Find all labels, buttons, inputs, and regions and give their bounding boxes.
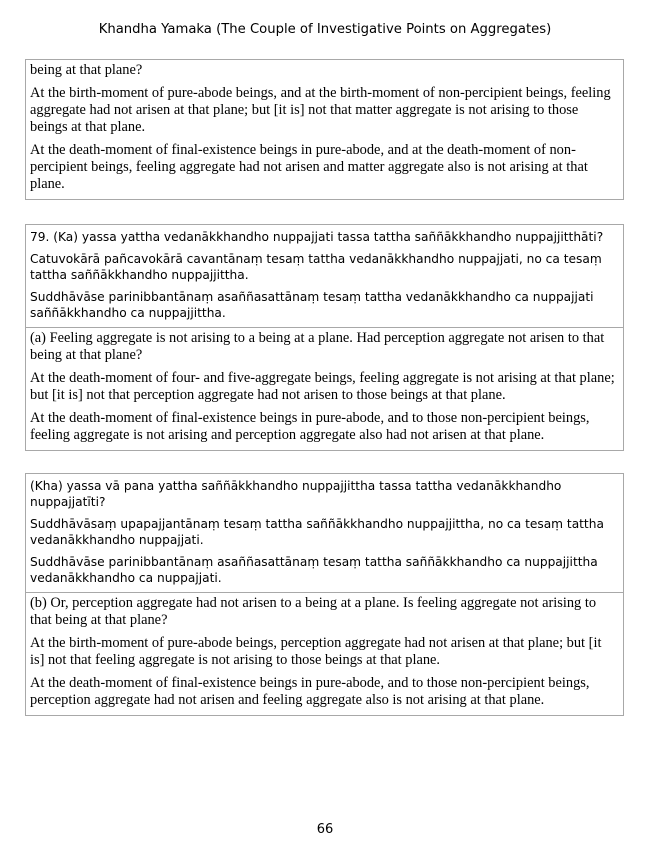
english-paragraph: At the death-moment of final-existence beings in pure-abode, and at the death-moment of non-percipient beings, feeling aggregate had not arisen and matter aggregate also is not arising at that plane.: [30, 142, 588, 192]
english-paragraph: At the death-moment of final-existence beings in pure-abode, and to those non-percipient beings, feeling aggregate is not arising and perception aggregate also had not arisen at that plane.: [30, 410, 590, 443]
english-paragraph: At the death-moment of final-existence beings in pure-abode, and to those non-percipient beings, perception aggregate had not arisen and feeling aggregate also is not arising at that plane.: [30, 675, 590, 708]
page-header-title: Khandha Yamaka (The Couple of Investigative Points on Aggregates): [98, 22, 552, 37]
pali-paragraph: Catuvokārā pañcavokārā cavantānaṃ tesaṃ tattha vedanākkhandho nuppajjati, no ca tesaṃ tattha saññākkhandho nuppajjittha.: [30, 252, 602, 282]
english-paragraph: (a) Feeling aggregate is not arising to a being at a plane. Had perception aggregate not arisen to that being at that plane?: [30, 330, 605, 363]
english-paragraph: At the birth-moment of pure-abode beings, and at the birth-moment of non-percipient beings, feeling aggregate had not arisen at that plane; but [it is] not that matter aggregate is not arising to those beings at that plane.: [30, 85, 611, 135]
english-paragraph: At the death-moment of four- and five-aggregate beings, feeling aggregate is not arising at that plane; but [it is] not that perception aggregate had not arisen to those beings at that plane.: [30, 370, 615, 403]
english-translation-cell: [26, 592, 623, 715]
pali-paragraph: 79. (Ka) yassa yattha vedanākkhandho nuppajjati tassa tattha saññākkhandho nuppajjitthāti?: [30, 230, 604, 244]
english-translation-cell: [26, 327, 623, 450]
english-paragraph: being at that plane?: [30, 62, 143, 78]
pali-text-cell: [26, 225, 623, 327]
pali-paragraph: (Kha) yassa vā pana yattha saññākkhandho nuppajjittha tassa tattha vedanākkhandho nuppajjatīti?: [30, 479, 562, 509]
text-block-79-ka: [25, 224, 624, 451]
page-number: 66: [316, 822, 334, 837]
pali-paragraph: Suddhāvāsaṃ upapajjantānaṃ tesaṃ tattha saññākkhandho nuppajjittha, no ca tesaṃ tattha vedanākkhandho nuppajjati.: [30, 517, 604, 547]
text-block-continuation: [25, 59, 624, 200]
text-block-kha: [25, 473, 624, 716]
english-translation-cell: [26, 60, 623, 199]
pali-paragraph: Suddhāvāse parinibbantānaṃ asaññasattānaṃ tesaṃ tattha saññākkhandho ca nuppajjittha vedanākkhandho ca nuppajjati.: [30, 555, 598, 585]
pali-text-cell: [26, 474, 623, 592]
pali-paragraph: Suddhāvāse parinibbantānaṃ asaññasattānaṃ tesaṃ tattha vedanākkhandho ca nuppajjati saññākkhandho ca nuppajjittha.: [30, 290, 594, 320]
english-paragraph: At the birth-moment of pure-abode beings, perception aggregate had not arisen at that plane; but [it is] not that feeling aggregate is not arising to those beings at that plane.: [30, 635, 602, 668]
english-paragraph: (b) Or, perception aggregate had not arisen to a being at a plane. Is feeling aggregate not arising to that being at that plane?: [30, 595, 597, 628]
